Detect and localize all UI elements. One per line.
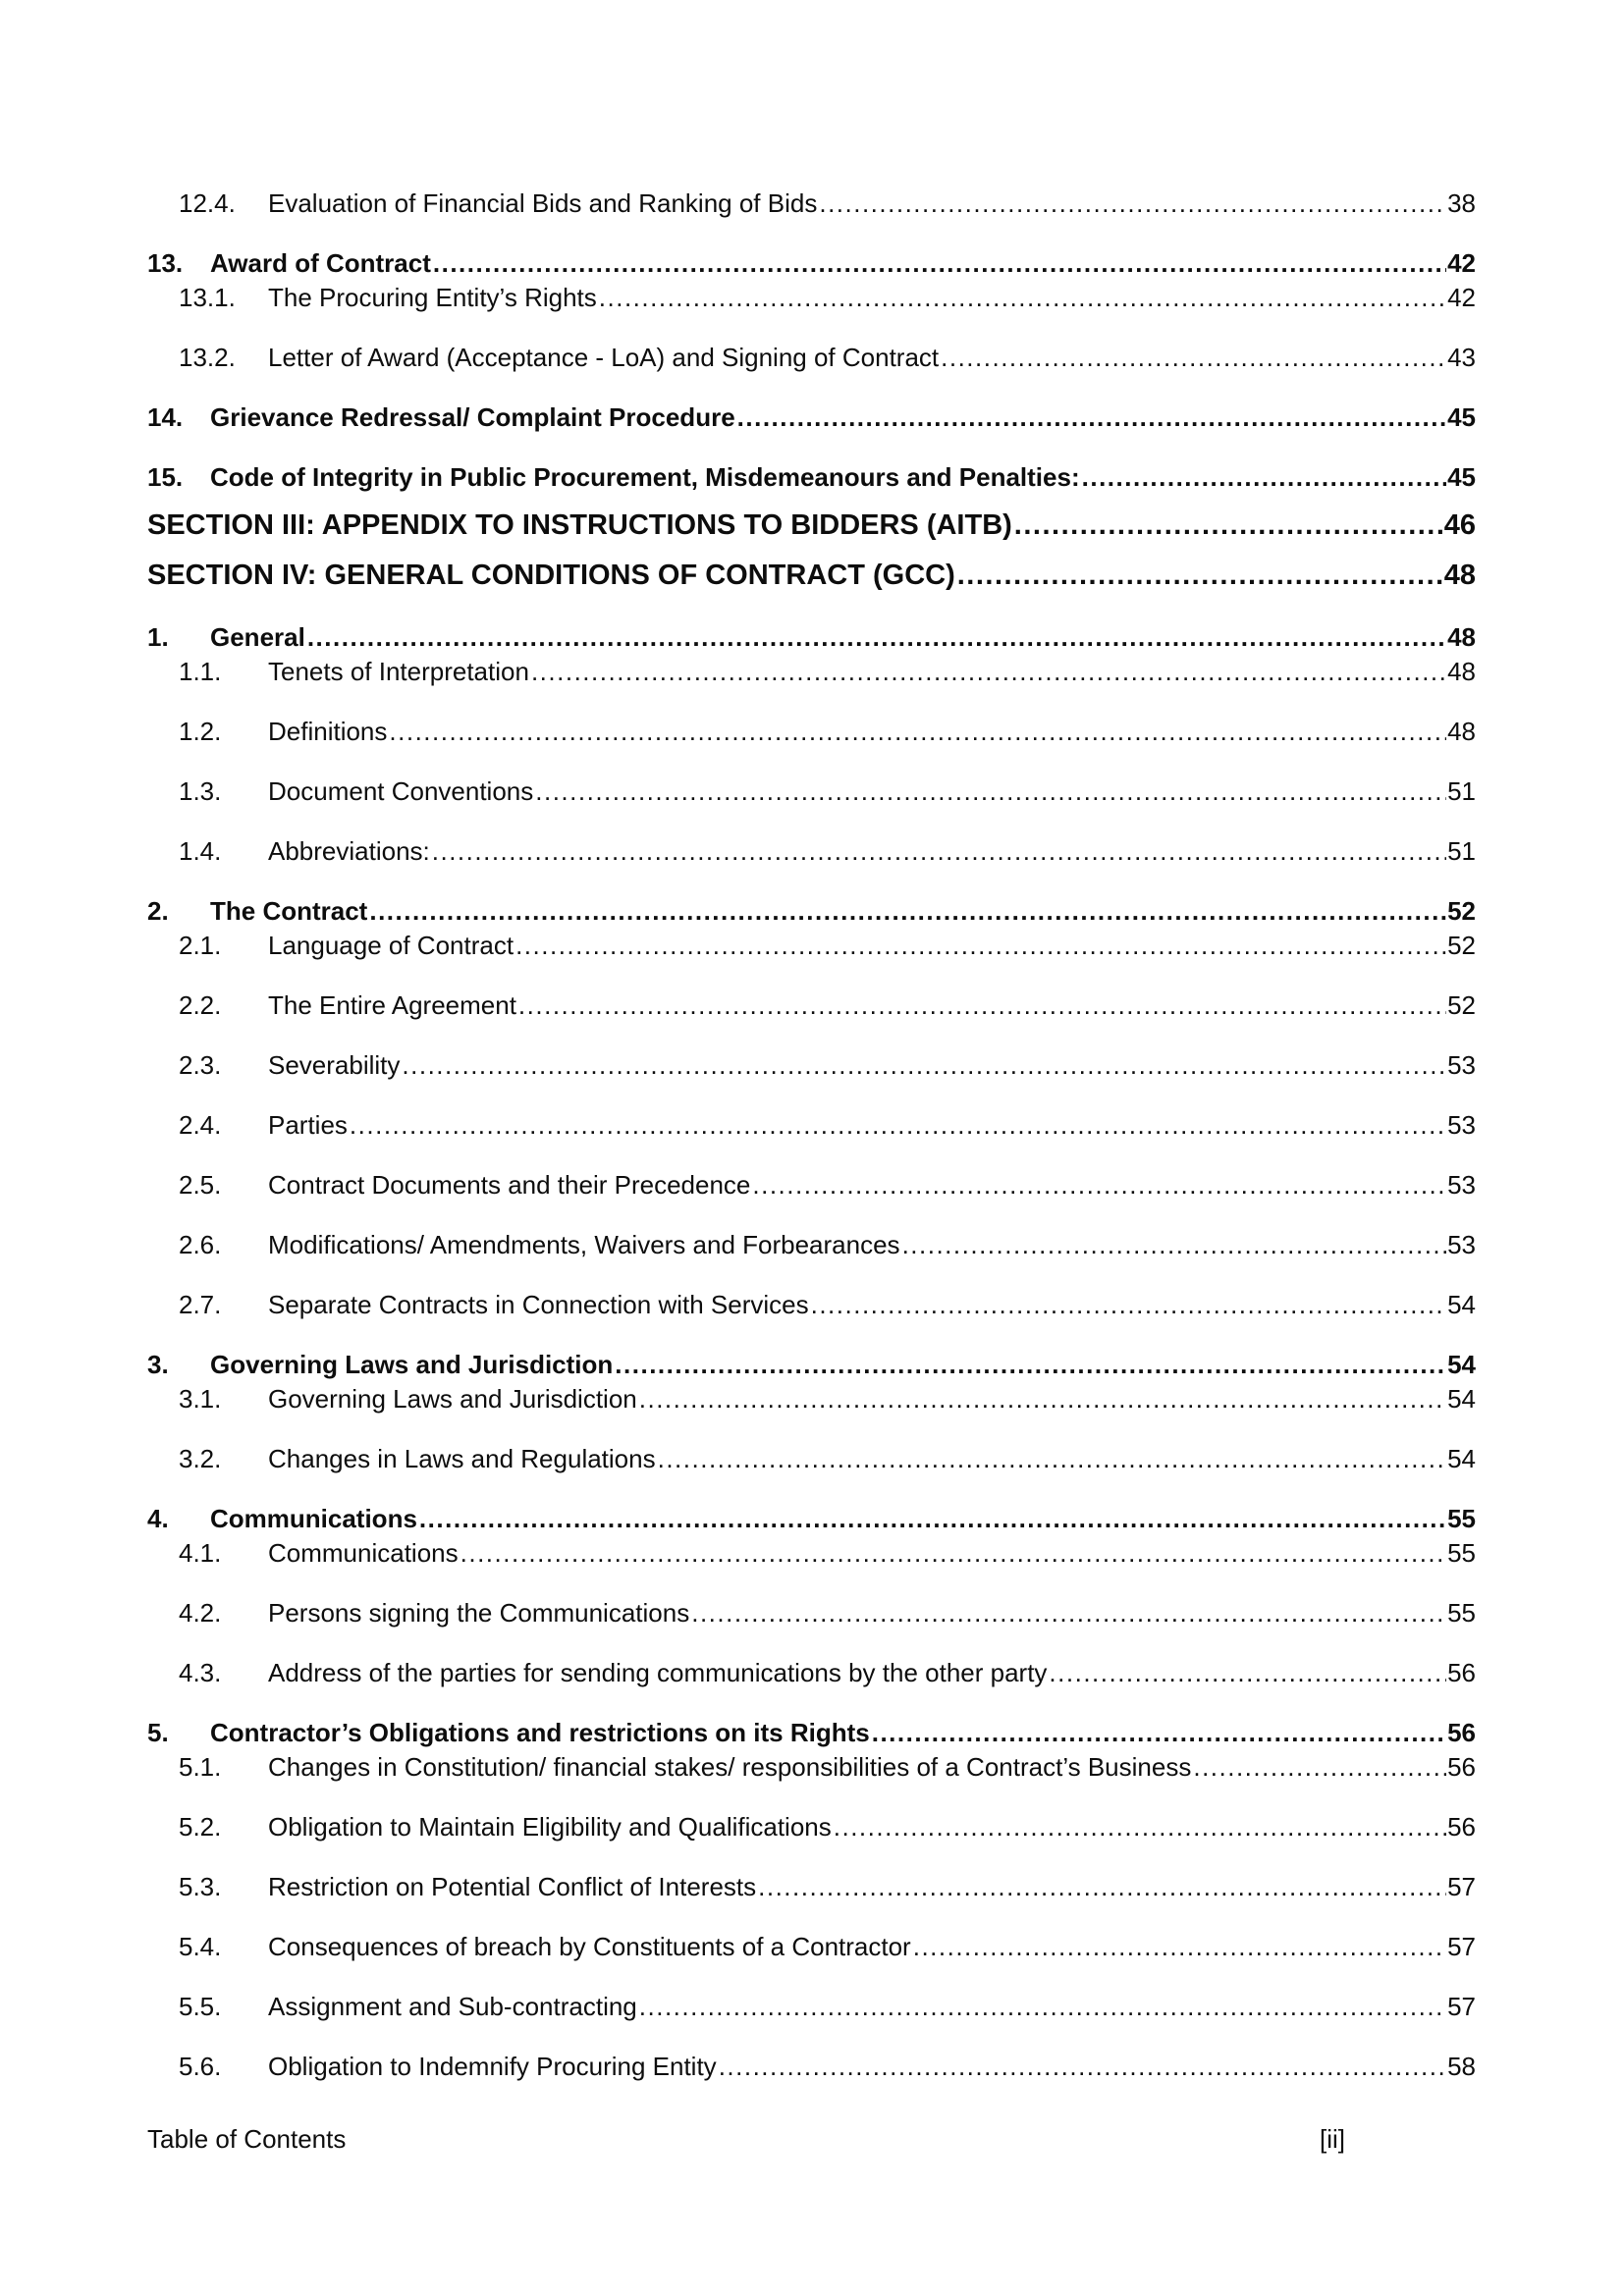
toc-entry-page: 38 [1447, 188, 1476, 218]
toc-entry [147, 1444, 1476, 1473]
toc-entry [147, 343, 1476, 372]
toc-entry [147, 1752, 1476, 1782]
toc-entry-number: 13.1. [179, 283, 236, 312]
toc-entry [147, 283, 1476, 312]
toc-entry [147, 1812, 1476, 1842]
toc-entry-page: 57 [1447, 1992, 1476, 2021]
toc-entry-number: 5.2. [179, 1812, 222, 1842]
toc-entry [147, 248, 1476, 278]
dot-leader [941, 343, 1446, 372]
toc-entry-number: 2.2. [179, 990, 222, 1020]
toc-entry-title: Tenets of Interpretation [268, 657, 529, 686]
toc-entry-title: Award of Contract [210, 248, 431, 278]
toc-entry-title: The Entire Agreement [268, 990, 516, 1020]
dot-leader [515, 931, 1446, 960]
toc-entry-page: 54 [1447, 1384, 1476, 1414]
toc-entry [147, 1230, 1476, 1259]
dot-leader [691, 1598, 1446, 1628]
toc-entry-number: 1. [147, 622, 169, 652]
toc-entry-title: Evaluation of Financial Bids and Ranking of Bids [268, 188, 818, 218]
toc-entry [147, 559, 1476, 592]
dot-leader [872, 1718, 1446, 1747]
toc-entry-title: Abbreviations: [268, 836, 430, 866]
toc-entry-title: Severability [268, 1050, 401, 1080]
toc-entry-title: Changes in Laws and Regulations [268, 1444, 656, 1473]
toc-entry [147, 1050, 1476, 1080]
dot-leader [599, 283, 1446, 312]
toc-entry-number: 2.5. [179, 1170, 222, 1200]
toc-entry [147, 776, 1476, 806]
toc-entry [147, 836, 1476, 866]
toc-entry-page: 54 [1447, 1444, 1476, 1473]
toc-entry-number: 2. [147, 896, 169, 926]
toc-entry-title: Changes in Constitution/ financial stakes/ responsibilities of a Contract’s Business [268, 1752, 1192, 1782]
dot-leader [819, 188, 1446, 218]
toc-entry-number: 5.3. [179, 1872, 222, 1901]
toc-entry-title: Definitions [268, 717, 388, 746]
toc-entry-page: 51 [1447, 836, 1476, 866]
toc-entry-page: 42 [1447, 248, 1476, 278]
toc-entry-title: Obligation to Indemnify Procuring Entity [268, 2052, 717, 2081]
toc-entry-title: Consequences of breach by Constituents of a Contractor [268, 1932, 911, 1961]
dot-leader [389, 717, 1446, 746]
toc-entry-number: 5.6. [179, 2052, 222, 2081]
toc-entry-number: 5. [147, 1718, 169, 1747]
dot-leader [1082, 462, 1446, 492]
toc-entry-number: 5.5. [179, 1992, 222, 2021]
toc-entry [147, 462, 1476, 492]
dot-leader [531, 657, 1446, 686]
dot-leader [639, 1384, 1446, 1414]
toc-entry-number: 1.1. [179, 657, 222, 686]
toc-entry-number: 14. [147, 402, 184, 432]
toc-entry [147, 622, 1476, 652]
toc-entry-number: 1.2. [179, 717, 222, 746]
toc-entry [147, 1872, 1476, 1901]
toc-entry-page: 48 [1447, 717, 1476, 746]
toc-entry-page: 46 [1443, 509, 1476, 541]
toc-entry-page: 48 [1443, 560, 1476, 591]
toc-entry-title: Assignment and Sub-contracting [268, 1992, 637, 2021]
toc-entry-number: 5.4. [179, 1932, 222, 1961]
dot-leader [535, 776, 1446, 806]
toc-entry-number: 1.4. [179, 836, 222, 866]
toc-entry-number: 4.3. [179, 1658, 222, 1687]
toc-entry-page: 53 [1447, 1230, 1476, 1259]
toc-entry [147, 1718, 1476, 1747]
toc-entry-title: Obligation to Maintain Eligibility and Qualifications [268, 1812, 832, 1842]
toc-entry-number: 3.1. [179, 1384, 222, 1414]
toc-entry-page: 53 [1447, 1050, 1476, 1080]
toc-entry-number: 2.7. [179, 1290, 222, 1319]
dot-leader [902, 1230, 1447, 1259]
toc-entry-title: Parties [268, 1110, 348, 1140]
toc-entry-number: 2.1. [179, 931, 222, 960]
dot-leader [639, 1992, 1446, 2021]
toc-entry-page: 53 [1447, 1170, 1476, 1200]
toc-entry-title: Letter of Award (Acceptance - LoA) and Signing of Contract [268, 343, 940, 372]
toc-entry [147, 1598, 1476, 1628]
toc-entry [147, 188, 1476, 218]
toc-entry-page: 51 [1447, 776, 1476, 806]
dot-leader [1014, 508, 1443, 542]
toc-entry-page: 48 [1447, 657, 1476, 686]
toc-entry-page: 54 [1447, 1290, 1476, 1319]
toc-entry [147, 1170, 1476, 1200]
toc-entry-title: General [210, 622, 305, 652]
dot-leader [615, 1350, 1446, 1379]
toc-entry [147, 1538, 1476, 1568]
dot-leader [402, 1050, 1446, 1080]
toc-entry-title: Persons signing the Communications [268, 1598, 690, 1628]
toc-entry-page: 55 [1447, 1504, 1476, 1533]
toc-entry-page: 52 [1447, 931, 1476, 960]
toc-entry-number: 3. [147, 1350, 169, 1379]
footer-page-number: [ii] [1320, 2124, 1345, 2154]
toc-entry-page: 42 [1447, 283, 1476, 312]
toc-entry-number: 4.2. [179, 1598, 222, 1628]
dot-leader [433, 248, 1446, 278]
toc-entry-title: Language of Contract [268, 931, 514, 960]
toc-entry-page: 55 [1447, 1598, 1476, 1628]
toc-entry-number: 2.6. [179, 1230, 222, 1259]
dot-leader [957, 559, 1443, 592]
toc-entry-page: 56 [1447, 1752, 1476, 1782]
toc-entry-number: 15. [147, 462, 184, 492]
dot-leader [1193, 1752, 1446, 1782]
toc-entry-title: Document Conventions [268, 776, 534, 806]
toc-entry [147, 717, 1476, 746]
toc-entry-title: SECTION IV: GENERAL CONDITIONS OF CONTRACT (GCC) [147, 560, 955, 591]
dot-leader [752, 1170, 1446, 1200]
toc-entry [147, 931, 1476, 960]
dot-leader [913, 1932, 1446, 1961]
toc-entry-title: Communications [268, 1538, 459, 1568]
dot-leader [432, 836, 1446, 866]
toc-entry [147, 1504, 1476, 1533]
toc-entry [147, 1992, 1476, 2021]
toc-entry [147, 1350, 1476, 1379]
toc-entry [147, 657, 1476, 686]
toc-entry-page: 58 [1447, 2052, 1476, 2081]
toc-entry-page: 52 [1447, 896, 1476, 926]
toc-entry-page: 55 [1447, 1538, 1476, 1568]
toc-entry-number: 1.3. [179, 776, 222, 806]
toc-entry-title: Address of the parties for sending communications by the other party [268, 1658, 1048, 1687]
toc-entry-page: 56 [1447, 1718, 1476, 1747]
toc-entry-title: Communications [210, 1504, 417, 1533]
toc-entry-title: Contractor’s Obligations and restrictions on its Rights [210, 1718, 870, 1747]
toc [147, 188, 1476, 2081]
toc-entry-title: SECTION III: APPENDIX TO INSTRUCTIONS TO BIDDERS (AITB) [147, 509, 1012, 541]
dot-leader [419, 1504, 1446, 1533]
dot-leader [834, 1812, 1446, 1842]
dot-leader [369, 896, 1446, 926]
toc-entry-number: 13.2. [179, 343, 236, 372]
toc-entry-page: 45 [1447, 402, 1476, 432]
footer-title: Table of Contents [147, 2124, 347, 2154]
toc-entry [147, 990, 1476, 1020]
toc-entry-title: Modifications/ Amendments, Waivers and Forbearances [268, 1230, 900, 1259]
toc-entry-page: 53 [1447, 1110, 1476, 1140]
toc-entry-number: 4.1. [179, 1538, 222, 1568]
toc-entry-title: The Procuring Entity’s Rights [268, 283, 597, 312]
toc-entry [147, 1658, 1476, 1687]
toc-entry [147, 1932, 1476, 1961]
toc-entry [147, 402, 1476, 432]
dot-leader [658, 1444, 1446, 1473]
toc-entry-title: Governing Laws and Jurisdiction [210, 1350, 614, 1379]
dot-leader [460, 1538, 1446, 1568]
toc-entry-page: 48 [1447, 622, 1476, 652]
toc-entry-number: 2.3. [179, 1050, 222, 1080]
toc-entry-title: The Contract [210, 896, 368, 926]
toc-entry-title: Governing Laws and Jurisdiction [268, 1384, 637, 1414]
toc-entry-page: 43 [1447, 343, 1476, 372]
toc-entry [147, 2052, 1476, 2081]
toc-entry-page: 56 [1447, 1812, 1476, 1842]
toc-entry-page: 57 [1447, 1872, 1476, 1901]
dot-leader [518, 990, 1446, 1020]
dot-leader [1049, 1658, 1446, 1687]
toc-entry [147, 1384, 1476, 1414]
toc-entry [147, 896, 1476, 926]
toc-entry-title: Restriction on Potential Conflict of Interests [268, 1872, 757, 1901]
dot-leader [307, 622, 1446, 652]
toc-entry-title: Grievance Redressal/ Complaint Procedure [210, 402, 735, 432]
toc-entry [147, 1290, 1476, 1319]
toc-entry-page: 45 [1447, 462, 1476, 492]
toc-entry-number: 12.4. [179, 188, 236, 218]
dot-leader [811, 1290, 1446, 1319]
toc-entry [147, 508, 1476, 542]
toc-entry-number: 4. [147, 1504, 169, 1533]
toc-entry-page: 52 [1447, 990, 1476, 1020]
toc-entry-title: Code of Integrity in Public Procurement, Misdemeanours and Penalties: [210, 462, 1080, 492]
dot-leader [350, 1110, 1446, 1140]
dot-leader [737, 402, 1446, 432]
toc-entry-number: 5.1. [179, 1752, 222, 1782]
toc-entry-title: Separate Contracts in Connection with Services [268, 1290, 809, 1319]
toc-entry-number: 13. [147, 248, 184, 278]
toc-entry-title: Contract Documents and their Precedence [268, 1170, 751, 1200]
toc-entry [147, 1110, 1476, 1140]
dot-leader [719, 2052, 1446, 2081]
dot-leader [758, 1872, 1446, 1901]
toc-entry-page: 57 [1447, 1932, 1476, 1961]
toc-entry-number: 2.4. [179, 1110, 222, 1140]
toc-entry-page: 56 [1447, 1658, 1476, 1687]
toc-entry-number: 3.2. [179, 1444, 222, 1473]
toc-entry-page: 54 [1447, 1350, 1476, 1379]
